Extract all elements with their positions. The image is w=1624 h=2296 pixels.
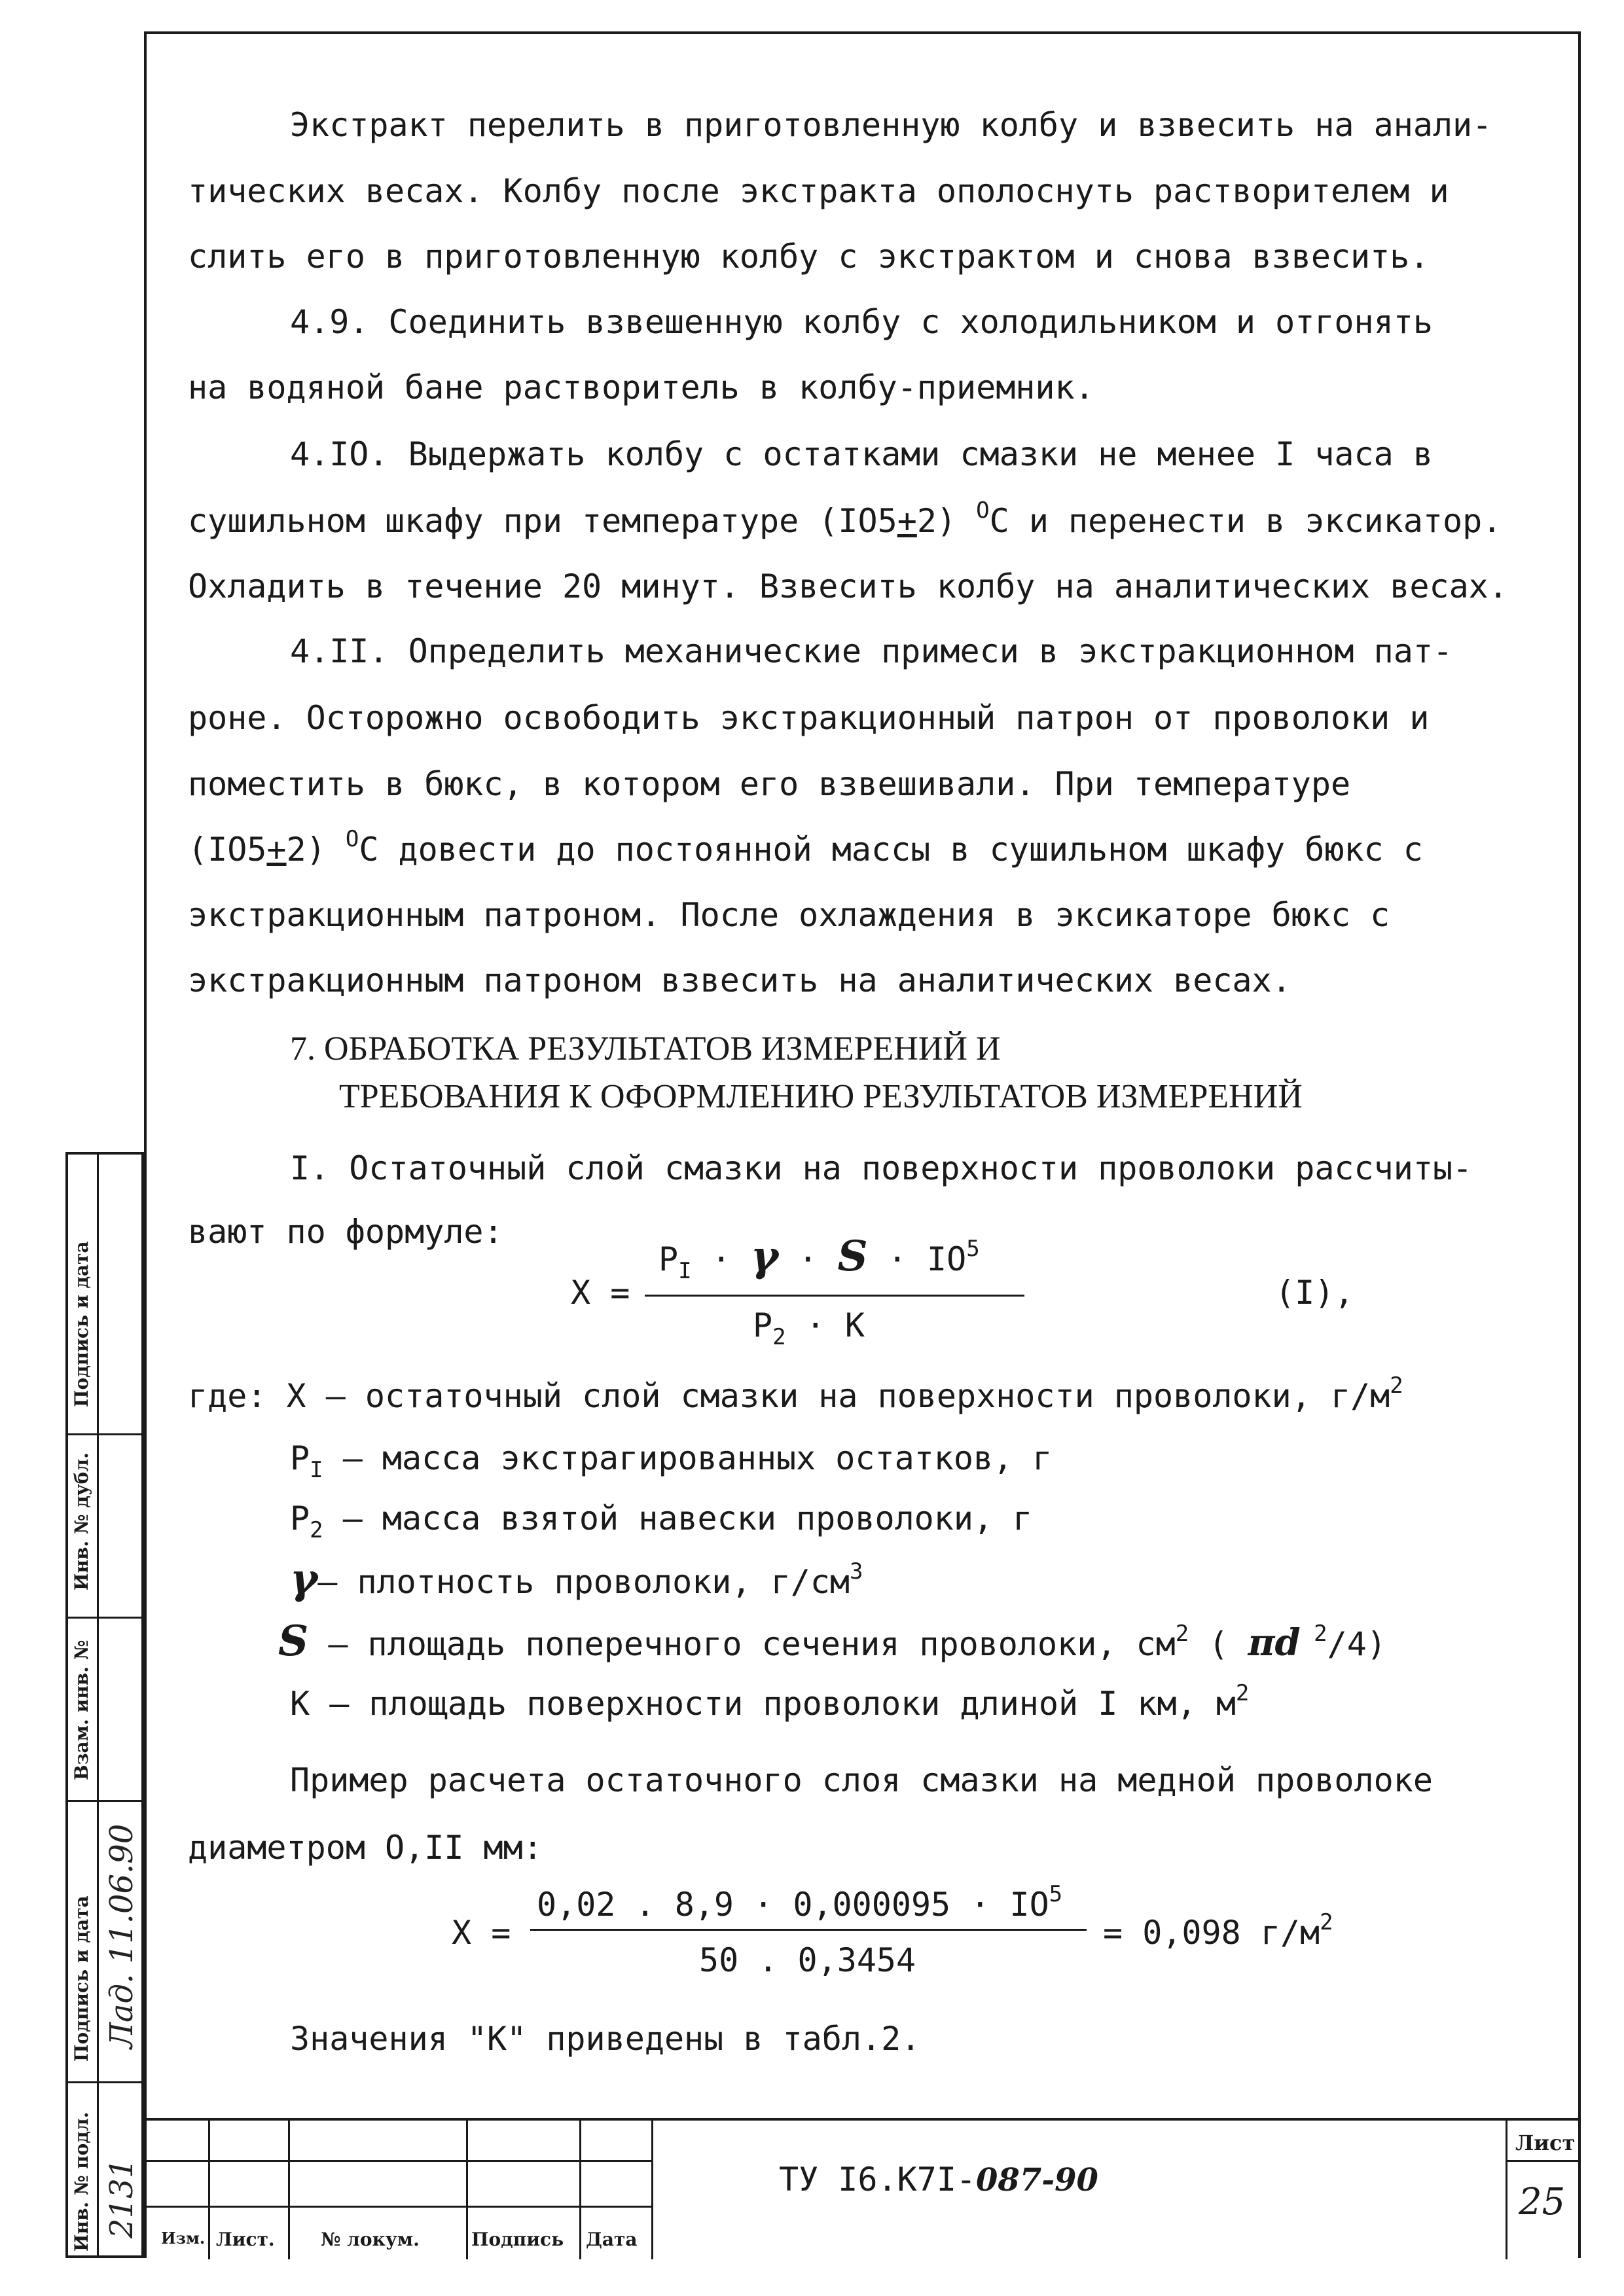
symbol: · K [785, 1306, 865, 1344]
text-span: ( [1189, 1625, 1248, 1663]
text-span: 2) [286, 831, 346, 869]
text-line: поместить в бюкс, в котором его взвешивали. При температуре [188, 765, 1351, 803]
subscript: I [310, 1457, 323, 1483]
superscript: 2 [1235, 1680, 1250, 1706]
pi-d-symbol: πd [1248, 1621, 1301, 1664]
sheet-number: 25 [1519, 2181, 1566, 2223]
text-span: 2) [916, 502, 977, 540]
fraction-line [530, 1929, 1087, 1931]
text-span: сушильном шкафу при температуре (IO5 [188, 502, 897, 540]
where-p1 [290, 1439, 1052, 1482]
example-lhs: X = [452, 1914, 511, 1952]
text-line: 4.II. Определить механические примеси в экстракционном пат- [290, 632, 1453, 670]
text-line: 4.IO. Выдержать колбу с остатками смазки не менее I часа в [290, 435, 1433, 473]
superscript: 2 [1390, 1372, 1403, 1399]
text-line: Охладить в течение 20 минут. Взвесить колбу на аналитических весах. [188, 567, 1508, 605]
text-line: роне. Осторожно освободить экстракционный патрон от проволоки и [188, 699, 1430, 737]
text-span: где: X – остаточный слой смазки на поверхности проволоки, г/м [188, 1377, 1390, 1415]
subscript: 2 [310, 1517, 323, 1543]
handwritten-doc-number: 087-90 [976, 2162, 1098, 2198]
text-line: слить его в приготовленную колбу с экстрактом и снова взвесить. [188, 238, 1430, 276]
title-block-col-line [466, 2118, 468, 2259]
side-label-signature-date: Подпись и дата [71, 1241, 92, 1407]
title-block-col-line [208, 2118, 210, 2259]
formula-number: (I), [1275, 1274, 1354, 1312]
text-span: (IO5 [188, 831, 267, 869]
formula-denominator [753, 1306, 865, 1349]
side-stamp-row-line [65, 1617, 144, 1619]
title-block-col-line [651, 2118, 653, 2259]
where-k [290, 1680, 1250, 1727]
side-stamp-row-line [65, 1433, 144, 1435]
side-label-dup-inv: Инв. № дубл. [71, 1452, 92, 1590]
s-symbol: S [278, 1617, 309, 1666]
col-label-doc: № локум. [321, 2229, 420, 2250]
side-stamp-divider [97, 1152, 99, 2258]
where-lead [188, 1372, 1403, 1420]
text-span: ТУ I6.K7I- [779, 2161, 977, 2198]
side-label-replace-inv: Взам. инв. № [71, 1640, 92, 1780]
text-span: – площадь поперечного сечения проволоки, см [308, 1625, 1176, 1663]
handwritten-inv-number: 2131 [103, 2158, 140, 2238]
where-p2 [290, 1499, 1032, 1542]
superscript: 3 [850, 1558, 863, 1585]
text-line [188, 497, 1502, 545]
text-span: = 0,098 г/м [1103, 1914, 1320, 1952]
symbol: P [753, 1306, 773, 1344]
text-line: Пример расчета остаточного слоя смазки на медной проволоке [290, 1761, 1433, 1799]
col-label-sign: Подпись [471, 2229, 564, 2250]
text-span: K – площадь поверхности проволоки длиной I км, м [290, 1685, 1236, 1723]
text-span: С довести до постоянной массы в сушильном шкафу бюкс с [359, 831, 1423, 869]
title-block-col-line [579, 2118, 581, 2259]
symbol: · [778, 1240, 838, 1278]
example-result [1103, 1909, 1333, 1956]
text-line: экстракционным патроном взвесить на аналитических весах. [188, 961, 1291, 999]
col-label-date: Дата [586, 2229, 638, 2250]
superscript: 2 [1175, 1621, 1189, 1647]
superscript: 2 [1320, 1909, 1333, 1935]
text-span: – масса экстрагированных остатков, г [323, 1439, 1053, 1477]
text-line: Экстракт перелить в приготовленную колбу и взвесить на анали- [290, 106, 1492, 144]
plus-minus-sign: + [897, 502, 917, 540]
text-line: 4.9. Соединить взвешенную колбу с холодильником и отгонять [290, 303, 1433, 341]
text-line: экстракционным патроном. После охлаждения в эксикаторе бюкс с [188, 896, 1390, 934]
section-heading: 7. ОБРАБОТКА РЕЗУЛЬТАТОВ ИЗМЕРЕНИЙ И [290, 1030, 1001, 1067]
plus-minus-sign: + [266, 831, 287, 869]
title-block-row-line [144, 2206, 651, 2208]
formula-numerator [659, 1232, 980, 1284]
col-label-izm: Изм. [161, 2229, 206, 2248]
text-line [188, 826, 1423, 873]
subscript: I [678, 1258, 692, 1284]
superscript: 5 [1049, 1881, 1063, 1907]
title-block-col-line [1506, 2118, 1507, 2259]
text-line: вают по формуле: [188, 1213, 503, 1251]
side-stamp-row-line [65, 1800, 144, 1802]
text-line: тических весах. Колбу после экстракта ополоснуть растворителем и [188, 172, 1449, 210]
fraction-line [645, 1295, 1024, 1297]
gamma-symbol: γ [750, 1232, 779, 1281]
document-code [779, 2160, 1098, 2200]
side-stamp-row-line [65, 2081, 144, 2083]
title-block-col-line [288, 2118, 290, 2259]
symbol: · IO [867, 1240, 967, 1278]
text-span: /4) [1327, 1625, 1386, 1663]
formula-lhs: X = [571, 1274, 630, 1312]
section-heading: ТРЕБОВАНИЯ К ОФОРМЛЕНИЮ РЕЗУЛЬТАТОВ ИЗМЕРЕНИЙ [339, 1078, 1303, 1115]
where-gamma [290, 1554, 863, 1605]
example-denominator: 50 . 0,3454 [699, 1941, 916, 1979]
symbol: · [691, 1240, 751, 1278]
s-symbol: S [837, 1232, 868, 1281]
title-block-row-line [1506, 2160, 1581, 2162]
where-s [278, 1617, 1386, 1668]
sheet-label: Лист [1515, 2130, 1576, 2155]
degree-sign: O [976, 497, 990, 524]
superscript: 2 [1300, 1621, 1327, 1647]
col-label-list: Лист. [216, 2229, 275, 2250]
superscript: 5 [966, 1236, 980, 1262]
text-line: I. Остаточный слой смазки на поверхности проволоки рассчиты- [290, 1149, 1473, 1187]
handwritten-signature: Лад. 11.06.90 [103, 1823, 140, 2049]
text-span: 0,02 . 8,9 · 0,000095 · IO [537, 1886, 1049, 1924]
title-block-row-line [144, 2160, 651, 2162]
text-span: – плотность проволоки, г/см [317, 1563, 850, 1601]
text-span: – масса взятой навески проволоки, г [323, 1499, 1033, 1537]
text-line: Значения "K" приведены в табл.2. [290, 2020, 921, 2058]
symbol: P [290, 1439, 310, 1477]
text-line: диаметром O,II мм: [188, 1829, 543, 1867]
text-span: С и перенести в эксикатор. [989, 502, 1502, 540]
example-numerator [537, 1881, 1063, 1928]
symbol: P [659, 1240, 679, 1278]
subscript: 2 [772, 1324, 786, 1350]
text-line: на водяной бане растворитель в колбу-приемник. [188, 368, 1094, 406]
gamma-symbol: γ [290, 1554, 318, 1604]
degree-sign: O [345, 826, 359, 852]
side-label-signature-date: Подпись и дата [71, 1895, 92, 2062]
side-label-orig-inv: Инв. № подл. [71, 2111, 92, 2251]
symbol: P [290, 1499, 310, 1537]
